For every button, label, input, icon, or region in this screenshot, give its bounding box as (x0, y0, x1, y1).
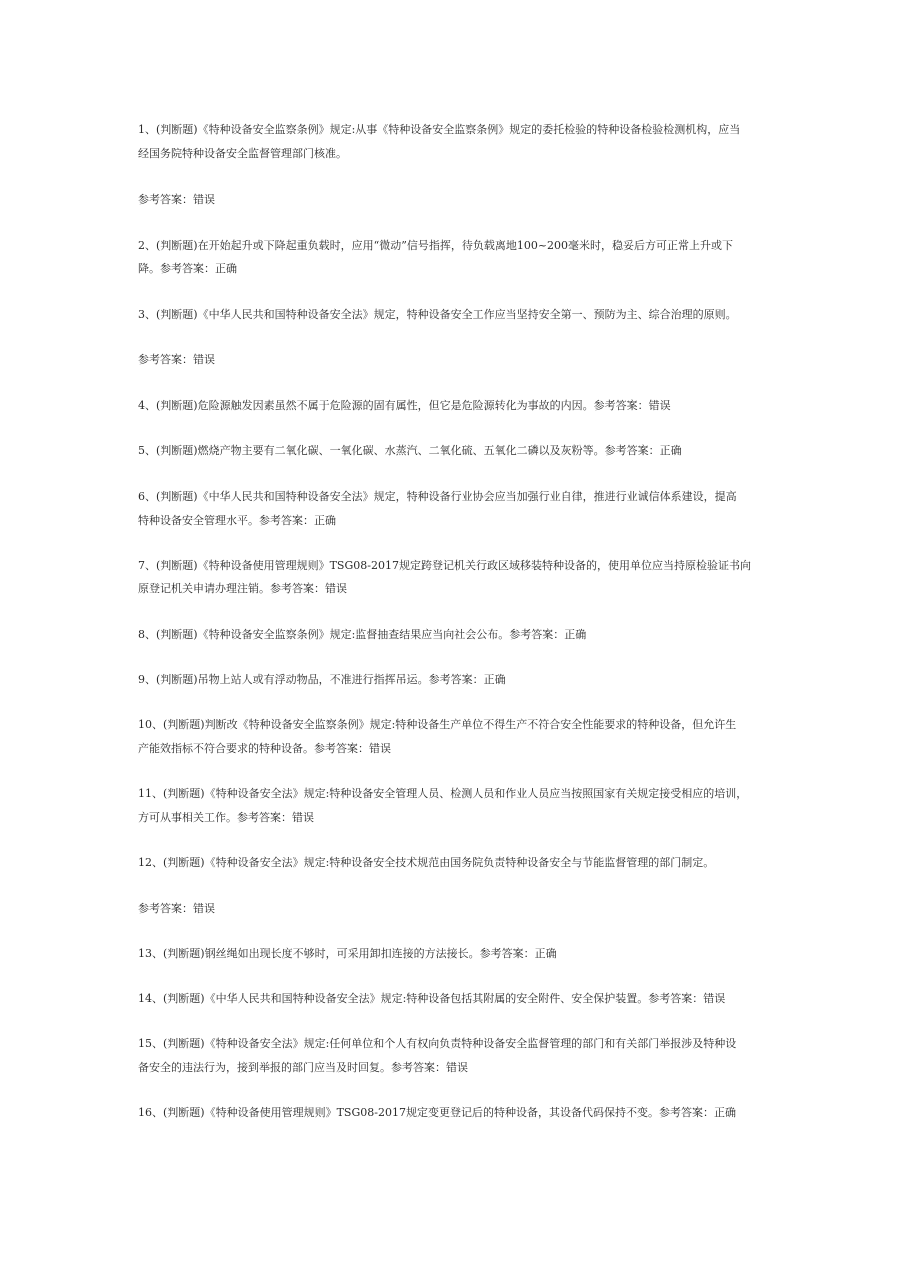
question-15-line-2: 备安全的违法行为，接到举报的部门应当及时回复。参考答案：错误 (138, 1061, 468, 1074)
question-11-line-2: 方可从事相关工作。参考答案：错误 (138, 811, 314, 824)
question-2-line-2: 降。参考答案：正确 (138, 262, 237, 275)
question-6-line-1: 6、(判断题)《中华人民共和国特种设备安全法》规定，特种设备行业协会应当加强行业自律，推进行业诚信体系建设，提高 (138, 490, 737, 503)
question-7-line-1: 7、(判断题)《特种设备使用管理规则》TSG08-2017规定跨登记机关行政区域移装特种设备的，使用单位应当持原检验证书向 (138, 559, 751, 572)
question-12-line-1: 12、(判断题)《特种设备安全法》规定:特种设备安全技术规范由国务院负责特种设备安全与节能监督管理的部门制定。 (138, 856, 715, 869)
question-4-line-1: 4、(判断题)危险源触发因素虽然不属于危险源的固有属性，但它是危险源转化为事故的内因。参考答案：错误 (138, 399, 671, 412)
question-1-line-1: 1、(判断题)《特种设备安全监察条例》规定:从事《特种设备安全监察条例》规定的委托检验的特种设备检验检测机构，应当 (138, 123, 741, 136)
question-13-line-1: 13、(判断题)钢丝绳如出现长度不够时，可采用卸扣连接的方法接长。参考答案：正确 (138, 947, 557, 960)
question-9-line-1: 9、(判断题)吊物上站人或有浮动物品，不准进行指挥吊运。参考答案：正确 (138, 673, 506, 686)
question-6-line-2: 特种设备安全管理水平。参考答案：正确 (138, 514, 336, 527)
question-1-line-2: 经国务院特种设备安全监督管理部门核准。 (138, 147, 347, 160)
question-14-line-1: 14、(判断题)《中华人民共和国特种设备安全法》规定:特种设备包括其附属的安全附件、安全保护装置。参考答案：错误 (138, 992, 726, 1005)
question-7-line-2: 原登记机关申请办理注销。参考答案：错误 (138, 582, 347, 595)
question-3-line-1: 3、(判断题)《中华人民共和国特种设备安全法》规定，特种设备安全工作应当坚持安全第一、预防为主、综合治理的原则。 (138, 308, 737, 321)
question-8-line-1: 8、(判断题)《特种设备安全监察条例》规定:监督抽查结果应当向社会公布。参考答案：正确 (138, 628, 587, 641)
question-15-line-1: 15、(判断题)《特种设备安全法》规定:任何单位和个人有权向负责特种设备安全监督管理的部门和有关部门举报涉及特种设 (138, 1037, 737, 1050)
question-5-line-1: 5、(判断题)燃烧产物主要有二氧化碳、一氧化碳、水蒸汽、二氧化硫、五氧化二磷以及灰粉等。参考答案：正确 (138, 444, 682, 457)
question-10-line-2: 产能效指标不符合要求的特种设备。参考答案：错误 (138, 742, 391, 755)
question-11-line-1: 11、(判断题)《特种设备安全法》规定:特种设备安全管理人员、检测人员和作业人员应当按照国家有关规定接受相应的培训， (138, 787, 748, 800)
question-10-line-1: 10、(判断题)判断改《特种设备安全监察条例》规定:特种设备生产单位不得生产不符合安全性能要求的特种设备，但允许生 (138, 718, 737, 731)
question-16-line-1: 16、(判断题)《特种设备使用管理规则》TSG08-2017规定变更登记后的特种设备，其设备代码保持不变。参考答案：正确 (138, 1106, 736, 1119)
answer-3: 参考答案：错误 (138, 353, 215, 366)
question-2-line-1: 2、(判断题)在开始起升或下降起重负载时，应用“微动”信号指挥，待负载离地100~200毫米时，稳妥后方可正常上升或下 (138, 239, 734, 252)
answer-12: 参考答案：错误 (138, 902, 215, 915)
answer-1: 参考答案：错误 (138, 193, 215, 206)
